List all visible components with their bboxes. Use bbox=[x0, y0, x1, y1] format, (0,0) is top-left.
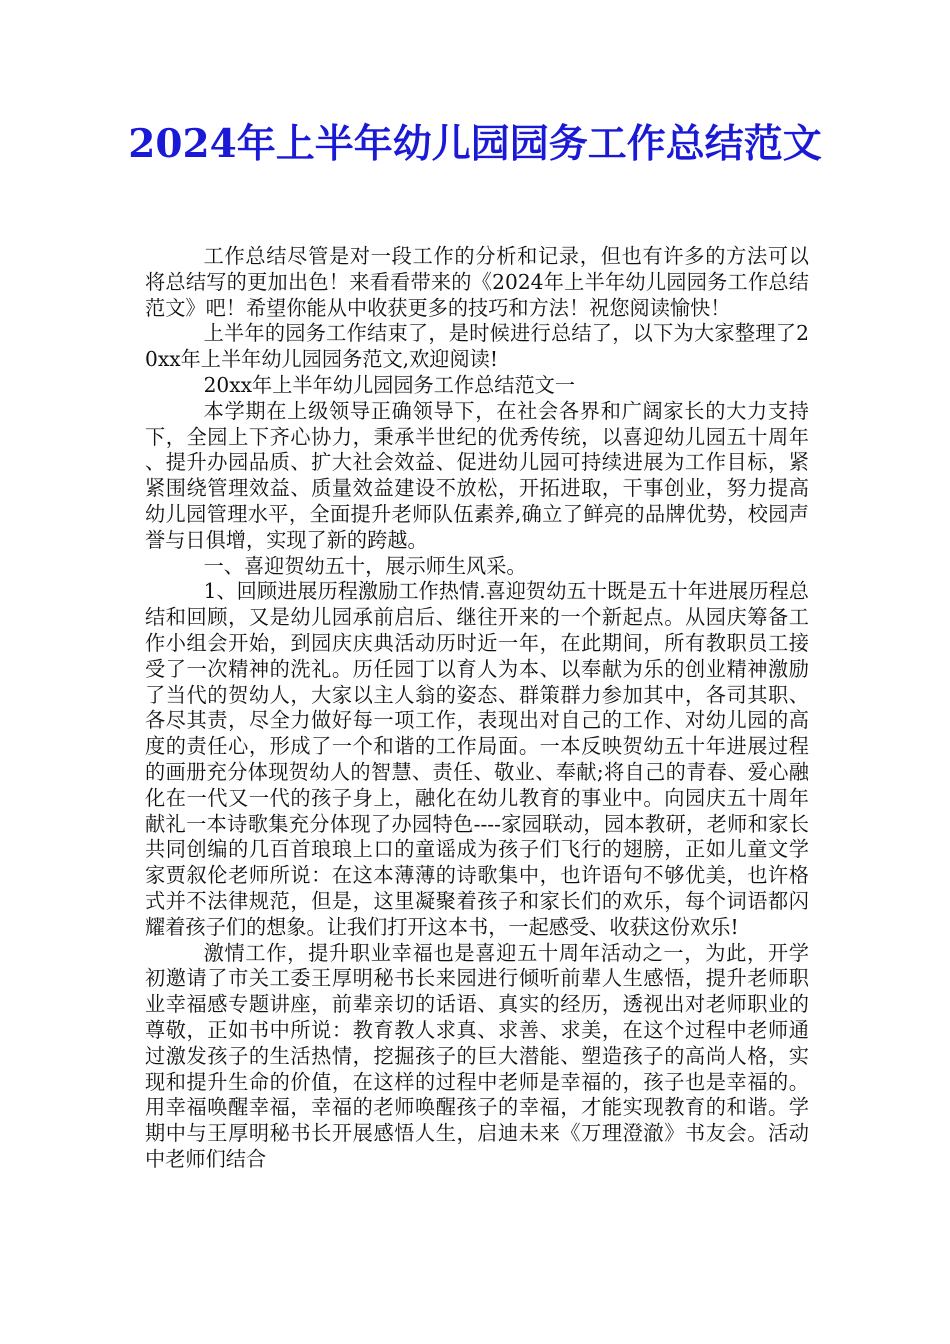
paragraph-intro: 工作总结尽管是对一段工作的分析和记录，但也有许多的方法可以将总结写的更加出色！来看看带来的《2024年上半年幼儿园园务工作总结范文》吧！希望你能从中收获更多的技巧和方法！祝您阅读愉快！ bbox=[145, 244, 809, 320]
paragraph-history: 1、回顾进展历程激励工作热情.喜迎贺幼五十既是五十年进展历程总结和回顾，又是幼儿园承前启后、继往开来的一个新起点。从园庆筹备工作小组会开始，到园庆庆典活动历时近一年，在此期间，所有教职员工接受了一次精神的洗礼。历任园丁以育人为本、以奉献为乐的创业精神激励了当代的贺幼人，大家以主人翁的姿态、群策群力参加其中，各司其职、各尽其责，尽全力做好每一项工作，表现出对自己的工作、对幼儿园的高度的责任心，形成了一个和谐的工作局面。一本反映贺幼五十年进展过程的画册充分体现贺幼人的智慧、责任、敬业、奉献;将自己的青春、爱心融化在一代又一代的孩子身上，融化在幼儿教育的事业中。向园庆五十周年献礼一本诗歌集充分体现了办园特色----家园联动，园本教研，老师和家长共同创编的几百首琅琅上口的童谣成为孩子们飞行的翅膀，正如儿童文学家贾叙伦老师所说：在这本薄薄的诗歌集中，也许语句不够优美，也许格式并不法律规范，但是，这里凝聚着孩子和家长们的欢乐，每个词语都闪耀着孩子们的想象。让我们打开这本书，一起感受、收获这份欢乐! bbox=[145, 579, 809, 939]
section-heading-1: 一、喜迎贺幼五十，展示师生风采。 bbox=[203, 553, 527, 578]
document-title: 2024年上半年幼儿园园务工作总结范文 bbox=[128, 121, 822, 167]
document-body bbox=[145, 244, 809, 1173]
paragraph-subtitle: 20xx年上半年幼儿园园务工作总结范文一 bbox=[203, 372, 576, 397]
paragraph-passion: 激情工作，提升职业幸福也是喜迎五十周年活动之一，为此，开学初邀请了市关工委王厚明秘书长来园进行倾听前辈人生感悟，提升老师职业幸福感专题讲座，前辈亲切的话语、真实的经历，透视出对老师职业的尊敬，正如书中所说：教育教人求真、求善、求美，在这个过程中老师通过激发孩子的生活热情，挖掘孩子的巨大潜能、塑造孩子的高尚人格，实现和提升生命的价值，在这样的过程中老师是幸福的，孩子也是幸福的。用幸福唤醒幸福，幸福的老师唤醒孩子的幸福，才能实现教育的和谐。学期中与王厚明秘书长开展感悟人生，启迪未来《万理澄澈》书友会。活动中老师们结合 bbox=[145, 940, 809, 1171]
paragraph-preface: 上半年的园务工作结束了，是时候进行总结了，以下为大家整理了20xx年上半年幼儿园园务范文,欢迎阅读! bbox=[145, 321, 809, 372]
paragraph-overview: 本学期在上级领导正确领导下，在社会各界和广阔家长的大力支持下，全园上下齐心协力，秉承半世纪的优秀传统，以喜迎幼儿园五十周年、提升办园品质、扩大社会效益、促进幼儿园可持续进展为工作目标，紧紧围绕管理效益、质量效益建设不放松，开拓进取，干事创业，努力提高幼儿园管理水平，全面提升老师队伍素养,确立了鲜亮的品牌优势，校园声誉与日俱增，实现了新的跨越。 bbox=[145, 398, 809, 552]
